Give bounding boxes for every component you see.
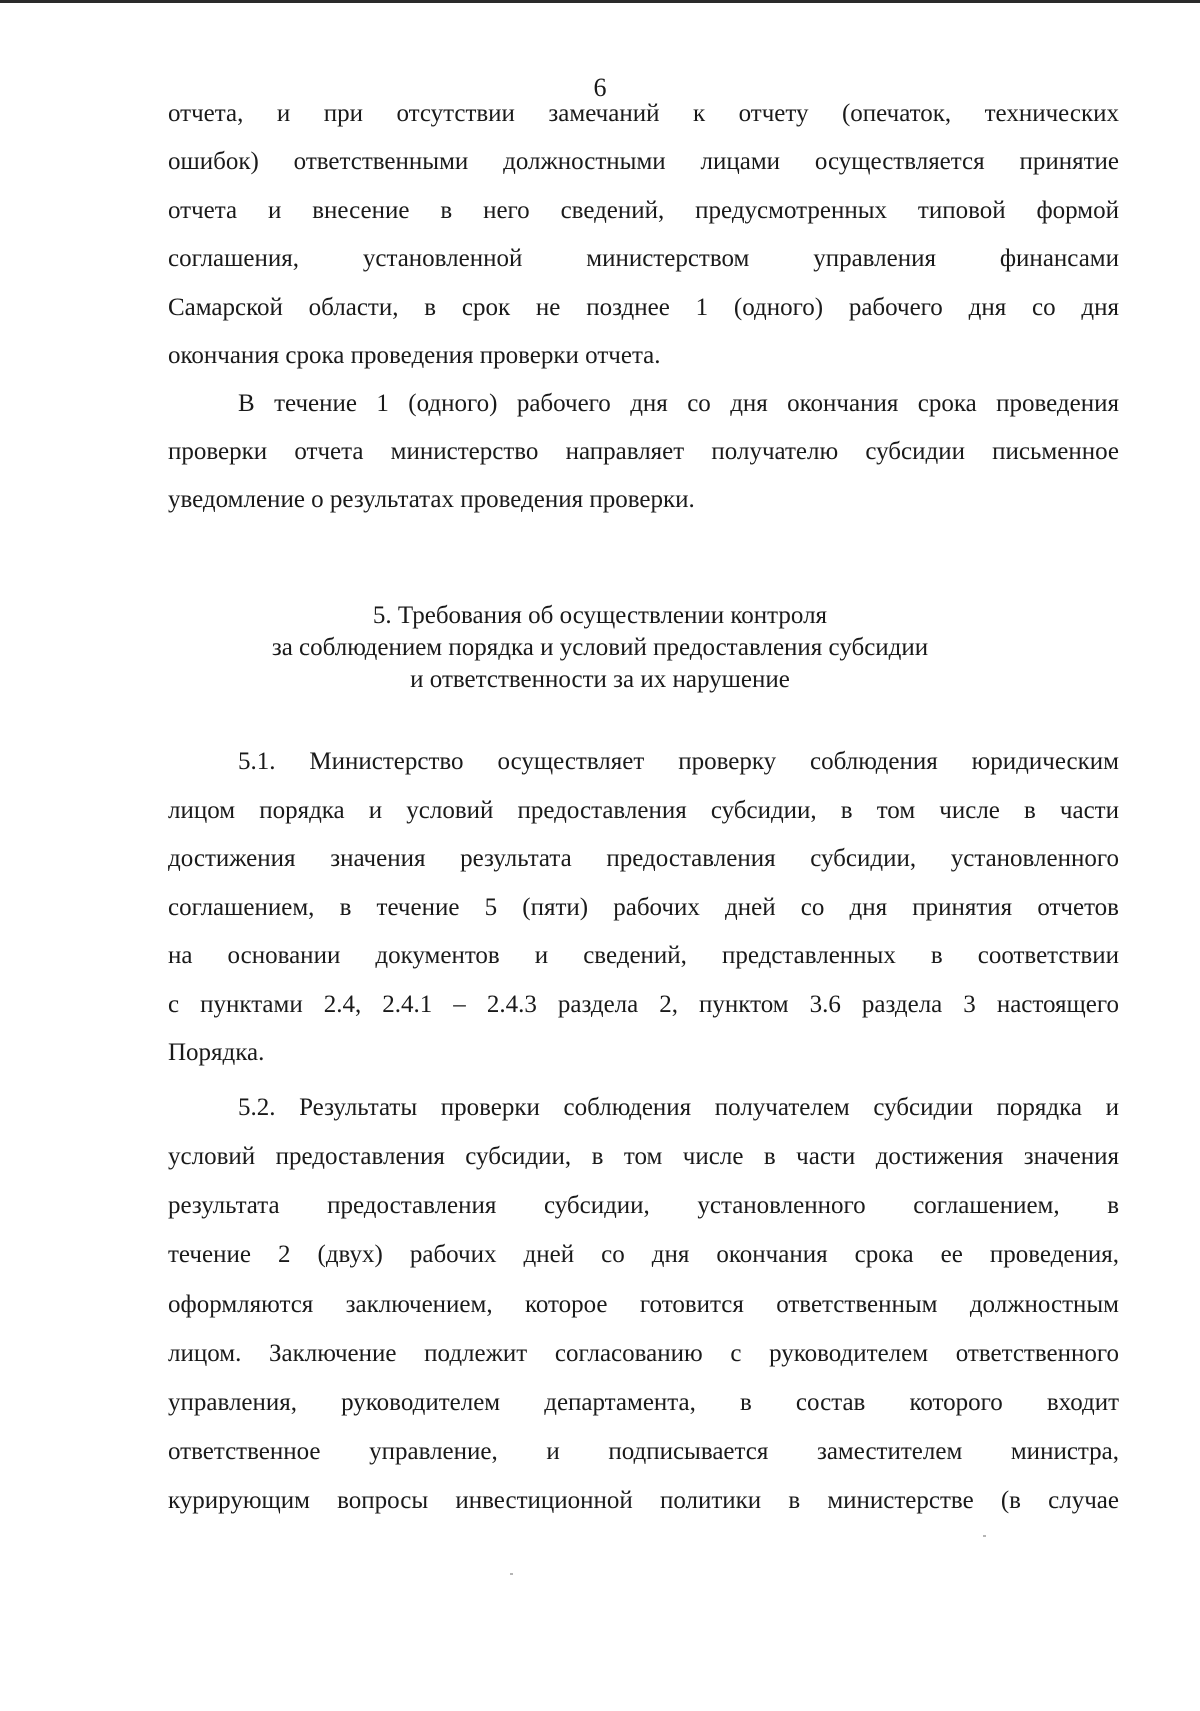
scan-speck (510, 1573, 513, 1575)
text-line: с пунктами 2.4, 2.4.1 – 2.4.3 раздела 2, пунктом 3.6 раздела 3 настоящего (168, 991, 1119, 1018)
text-line: ответственное управление, и подписывается заместителем министра, (168, 1438, 1119, 1465)
text-line: В течение 1 (одного) рабочего дня со дня окончания срока проведения (238, 390, 1119, 417)
scan-speck (983, 1535, 986, 1537)
text-line: курирующим вопросы инвестиционной политики в министерстве (в случае (168, 1487, 1119, 1514)
text-line: проверки отчета министерство направляет получателю субсидии письменное (168, 438, 1119, 465)
text-line: управления, руководителем департамента, в состав которого входит (168, 1389, 1119, 1416)
text-line: ошибок) ответственными должностными лицами осуществляется принятие (168, 148, 1119, 175)
text-line: окончания срока проведения проверки отчета. (168, 342, 661, 369)
section-heading-line: за соблюдением порядка и условий предоставления субсидии (271, 634, 929, 661)
text-line: на основании документов и сведений, представленных в соответствии (168, 942, 1119, 969)
text-line: соглашения, установленной министерством управления финансами (168, 245, 1119, 272)
text-line: Самарской области, в срок не позднее 1 (одного) рабочего дня со дня (168, 294, 1119, 321)
text-line: соглашением, в течение 5 (пяти) рабочих дней со дня принятия отчетов (168, 894, 1119, 921)
text-line: достижения значения результата предоставления субсидии, установленного (168, 845, 1119, 872)
text-line: лицом. Заключение подлежит согласованию с руководителем ответственного (168, 1340, 1119, 1367)
text-line: условий предоставления субсидии, в том числе в части достижения значения (168, 1143, 1119, 1170)
text-line: отчета и внесение в него сведений, предусмотренных типовой формой (168, 197, 1119, 224)
text-line: лицом порядка и условий предоставления субсидии, в том числе в части (168, 797, 1119, 824)
text-line: 5.2. Результаты проверки соблюдения получателем субсидии порядка и (238, 1094, 1119, 1121)
text-line: Порядка. (168, 1039, 265, 1066)
text-line: оформляются заключением, которое готовится ответственным должностным (168, 1291, 1119, 1318)
section-heading-line: 5. Требования об осуществлении контроля (372, 602, 828, 629)
text-line: течение 2 (двух) рабочих дней со дня окончания срока ее проведения, (168, 1241, 1119, 1268)
text-line: результата предоставления субсидии, установленного соглашением, в (168, 1192, 1119, 1219)
text-line: отчета, и при отсутствии замечаний к отчету (опечаток, технических (168, 100, 1119, 127)
scan-top-border (0, 0, 1200, 3)
text-line: 5.1. Министерство осуществляет проверку соблюдения юридическим (238, 748, 1119, 775)
text-line: уведомление о результатах проведения проверки. (168, 486, 695, 513)
section-heading-line: и ответственности за их нарушение (410, 666, 790, 693)
page-number: 6 (593, 73, 607, 102)
